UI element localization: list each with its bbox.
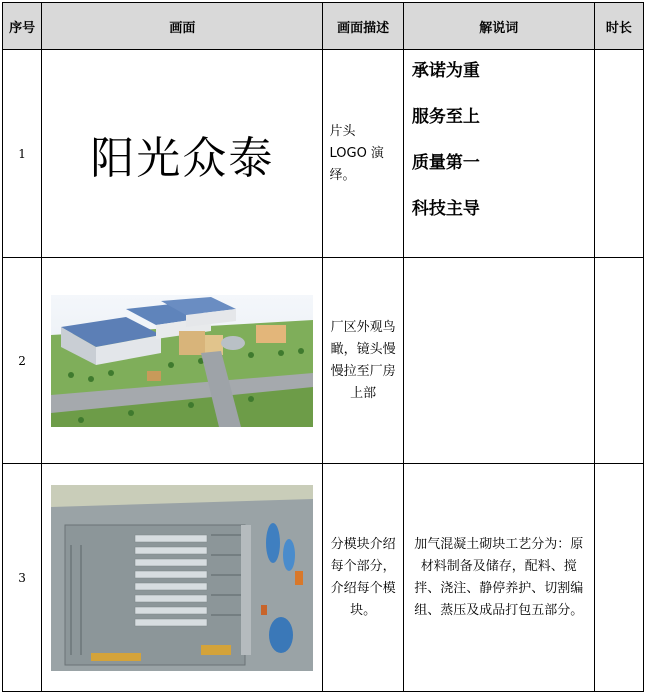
- narration-cell: 加气混凝土砌块工艺分为：原材料制备及储存，配料、搅拌、浇注、静停养护、切割编组、蒸压及成品打包五部分。: [403, 464, 594, 692]
- header-duration: 时长: [594, 3, 643, 50]
- header-narration: 解说词: [403, 3, 594, 50]
- table-row: [3, 464, 644, 692]
- row-number: 2: [3, 258, 42, 464]
- table-row: [3, 258, 644, 464]
- slogan-line: 质量第一: [411, 153, 480, 173]
- description-cell: 厂区外观鸟瞰，镜头慢慢拉至厂房上部: [323, 258, 403, 464]
- header-picture: 画面: [42, 3, 323, 50]
- picture-cell: [42, 464, 323, 692]
- header-no: 序号: [3, 3, 42, 50]
- row-number: 1: [3, 50, 42, 258]
- factory-aerial-image: [51, 295, 313, 427]
- storyboard-table: [2, 2, 644, 692]
- duration-cell: [594, 258, 643, 464]
- description-cell: 分模块介绍每个部分，介绍每个模块。: [323, 464, 403, 692]
- picture-cell: [42, 258, 323, 464]
- picture-cell: [42, 50, 323, 258]
- slogan-line: 承诺为重: [411, 61, 480, 81]
- description-cell: 片头 LOGO 演绎。: [323, 50, 403, 258]
- header-row: [3, 3, 644, 50]
- header-description: 画面描述: [323, 3, 403, 50]
- slogan-line: 科技主导: [411, 199, 480, 219]
- table-row: [3, 50, 644, 258]
- row-number: 3: [3, 464, 42, 692]
- duration-cell: [594, 50, 643, 258]
- slogan-line: 服务至上: [411, 107, 480, 127]
- duration-cell: [594, 464, 643, 692]
- narration-cell: [403, 258, 594, 464]
- logo-text: 阳光众泰: [90, 132, 275, 184]
- narration-cell: [403, 50, 594, 258]
- production-line-image: [51, 485, 313, 671]
